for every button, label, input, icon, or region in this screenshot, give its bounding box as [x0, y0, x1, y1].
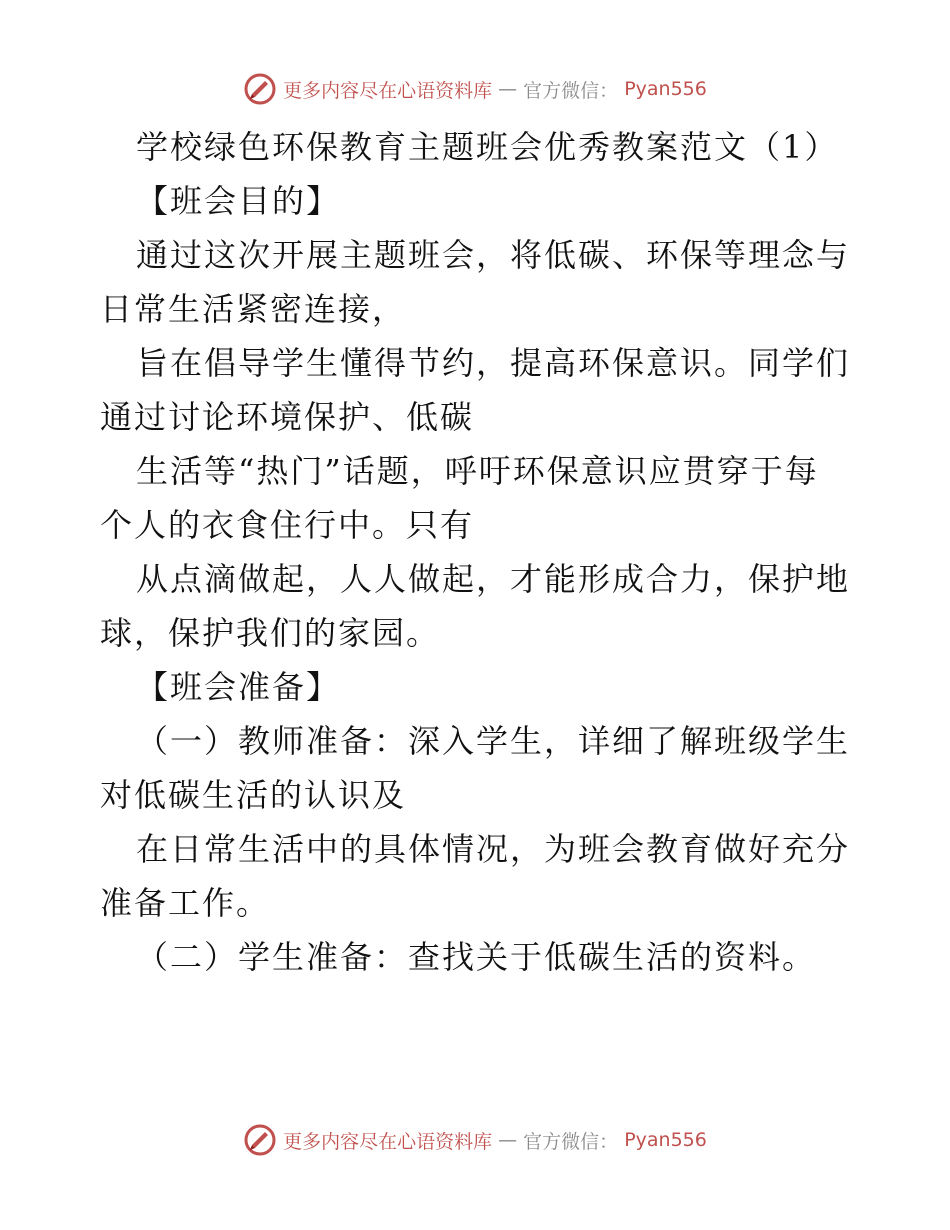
paragraph-line: 生活等“热门”话题，呼吁环保意识应贯穿于每: [136, 452, 819, 490]
logo-icon: [243, 72, 277, 106]
paragraph-line: 准备工作。: [100, 884, 271, 922]
logo-icon: [243, 1123, 277, 1157]
paragraph-line: 对低碳生活的认识及: [100, 776, 407, 814]
paragraph-line: 通过讨论环境保护、低碳: [100, 398, 475, 436]
header-banner: [0, 72, 950, 106]
paragraph-line: 【班会目的】: [136, 182, 341, 220]
banner-separator: —: [498, 1129, 518, 1151]
document-title: 学校绿色环保教育主题班会优秀教案范文（1）: [136, 128, 839, 166]
paragraph-line: 球，保护我们的家园。: [100, 614, 441, 652]
paragraph-line: 旨在倡导学生懂得节约，提高环保意识。同学们: [136, 344, 851, 382]
document-lines: [100, 174, 860, 984]
paragraph-line: 在日常生活中的具体情况，为班会教育做好充分: [136, 830, 851, 868]
banner-wechat-id: Pyan556: [624, 1129, 707, 1151]
paragraph-line: （一）教师准备：深入学生，详细了解班级学生: [136, 722, 851, 760]
paragraph-line: （二）学生准备：查找关于低碳生活的资料。: [136, 938, 817, 976]
footer-banner: [0, 1123, 950, 1157]
banner-promo: 更多内容尽在心语资料库: [283, 1130, 493, 1153]
paragraph-line: 通过这次开展主题班会，将低碳、环保等理念与: [136, 236, 851, 274]
banner-wechat-label: 官方微信：: [523, 79, 619, 102]
paragraph-line: 日常生活紧密连接，: [100, 290, 407, 328]
paragraph-line: 个人的衣食住行中。只有: [100, 506, 475, 544]
paragraph-line: 【班会准备】: [136, 668, 341, 706]
banner-wechat-id: Pyan556: [624, 78, 707, 100]
document-body: [100, 120, 860, 984]
paragraph-line: 从点滴做起，人人做起，才能形成合力，保护地: [136, 560, 851, 598]
banner-promo: 更多内容尽在心语资料库: [283, 79, 493, 102]
banner-wechat-label: 官方微信：: [523, 1130, 619, 1153]
banner-separator: —: [498, 78, 518, 100]
